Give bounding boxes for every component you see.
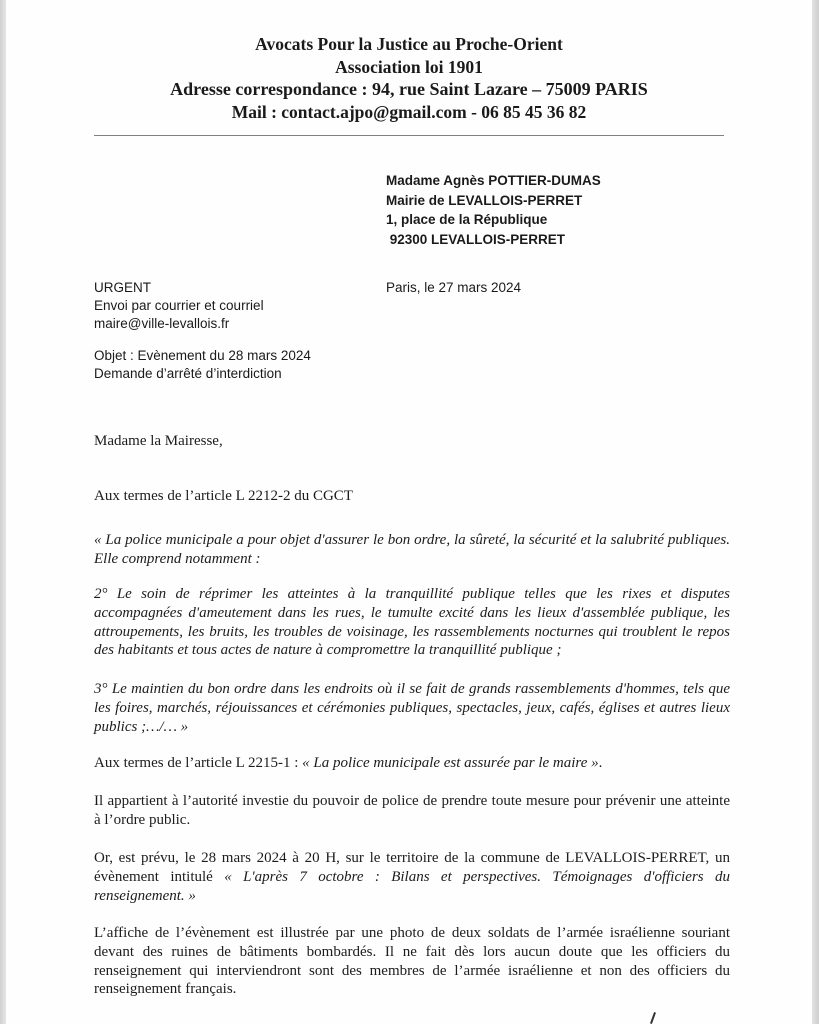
letterhead (6, 33, 812, 123)
event-paragraph-start: Or, est prévu, le 28 mars 2024 à 20 H, sur le territoire de la commune de LEVALLOIS-PERRET, un évènement intitulé (94, 850, 730, 885)
header-divider (94, 135, 724, 136)
delivery-method: Envoi par courrier et courriel (94, 298, 264, 313)
event-paragraph (94, 849, 730, 905)
authority-paragraph: Il appartient à l’autorité investie du pouvoir de police de prendre toute mesure pour prévenir une atteinte à l’ordre public. (94, 793, 730, 828)
article-2-paragraph (94, 754, 730, 773)
article-intro: Aux termes de l’article L 2212-2 du CGCT (94, 488, 353, 504)
article-2-quote: « La police municipale est assurée par le maire » (302, 755, 599, 771)
article-2-end: . (598, 755, 603, 771)
recipient-office: Mairie de LEVALLOIS-PERRET (386, 192, 583, 208)
request-line: Demande d’arrêté d’interdiction (94, 366, 282, 381)
legal-quote-intro: « La police municipale a pour objet d'assurer le bon ordre, la sûreté, la sécurité et la salubrité publiques. Elle comprend notamment : (94, 532, 730, 567)
org-type: Association loi 1901 (335, 56, 483, 77)
recipient-name: Madame Agnès POTTIER-DUMAS (386, 173, 601, 188)
article-2-intro: Aux termes de l’article L 2215-1 : (94, 755, 303, 771)
recipient-street: 1, place de la République (386, 212, 548, 227)
signature-stroke (650, 1012, 656, 1024)
urgency-label: URGENT (94, 280, 151, 295)
poster-paragraph: L’affiche de l’évènement est illustrée par une photo de deux soldats de l’armée israélienne souriant devant des ruines de bâtiments bombardés. Il ne fait dès lors aucun doute que les officiers du renseignement qui interviendront sont des membres de l’armée israélienne et non des officiers du renseignement français. (94, 925, 730, 998)
page-edge-right (812, 0, 819, 1024)
subject-line: Objet : Evènement du 28 mars 2024 (94, 348, 311, 363)
legal-quote-item-3: 3° Le maintien du bon ordre dans les endroits où il se fait de grands rassemblements d'hommes, tels que les foires, marchés, réjouissances et cérémonies publiques, spectacles, jeux, cafés, églises et autres lieux publics ;…/… » (94, 681, 730, 735)
org-address: Adresse correspondance : 94, rue Saint Lazare – 75009 PARIS (170, 79, 648, 99)
org-contact: Mail : contact.ajpo@gmail.com - 06 85 45 36 82 (231, 101, 587, 122)
recipient-block (386, 171, 601, 249)
meta-block (94, 279, 311, 383)
recipient-email: maire@ville-levallois.fr (94, 316, 230, 331)
letter-date: Paris, le 27 mars 2024 (386, 280, 522, 295)
legal-quote-item-2: 2° Le soin de réprimer les atteintes à la tranquillité publique telles que les rixes et disputes accompagnées d'ameutement dans les rues, le tumulte excité dans les lieux d'assemblée publique, les attroupements, les bruits, les troubles de voisinage, les rassemblements nocturnes qui troublent le repos des habitants et tous actes de nature à compromettre la tranquillité publique ; (94, 586, 730, 659)
org-name: Avocats Pour la Justice au Proche-Orient (255, 34, 563, 54)
salutation: Madame la Mairesse, (94, 433, 223, 449)
event-title: « L'après 7 octobre : Bilans et perspectives. Témoignages d'officiers du renseignement. » (94, 868, 730, 904)
letter-page (6, 0, 812, 1024)
recipient-city: 92300 LEVALLOIS-PERRET (386, 231, 566, 247)
